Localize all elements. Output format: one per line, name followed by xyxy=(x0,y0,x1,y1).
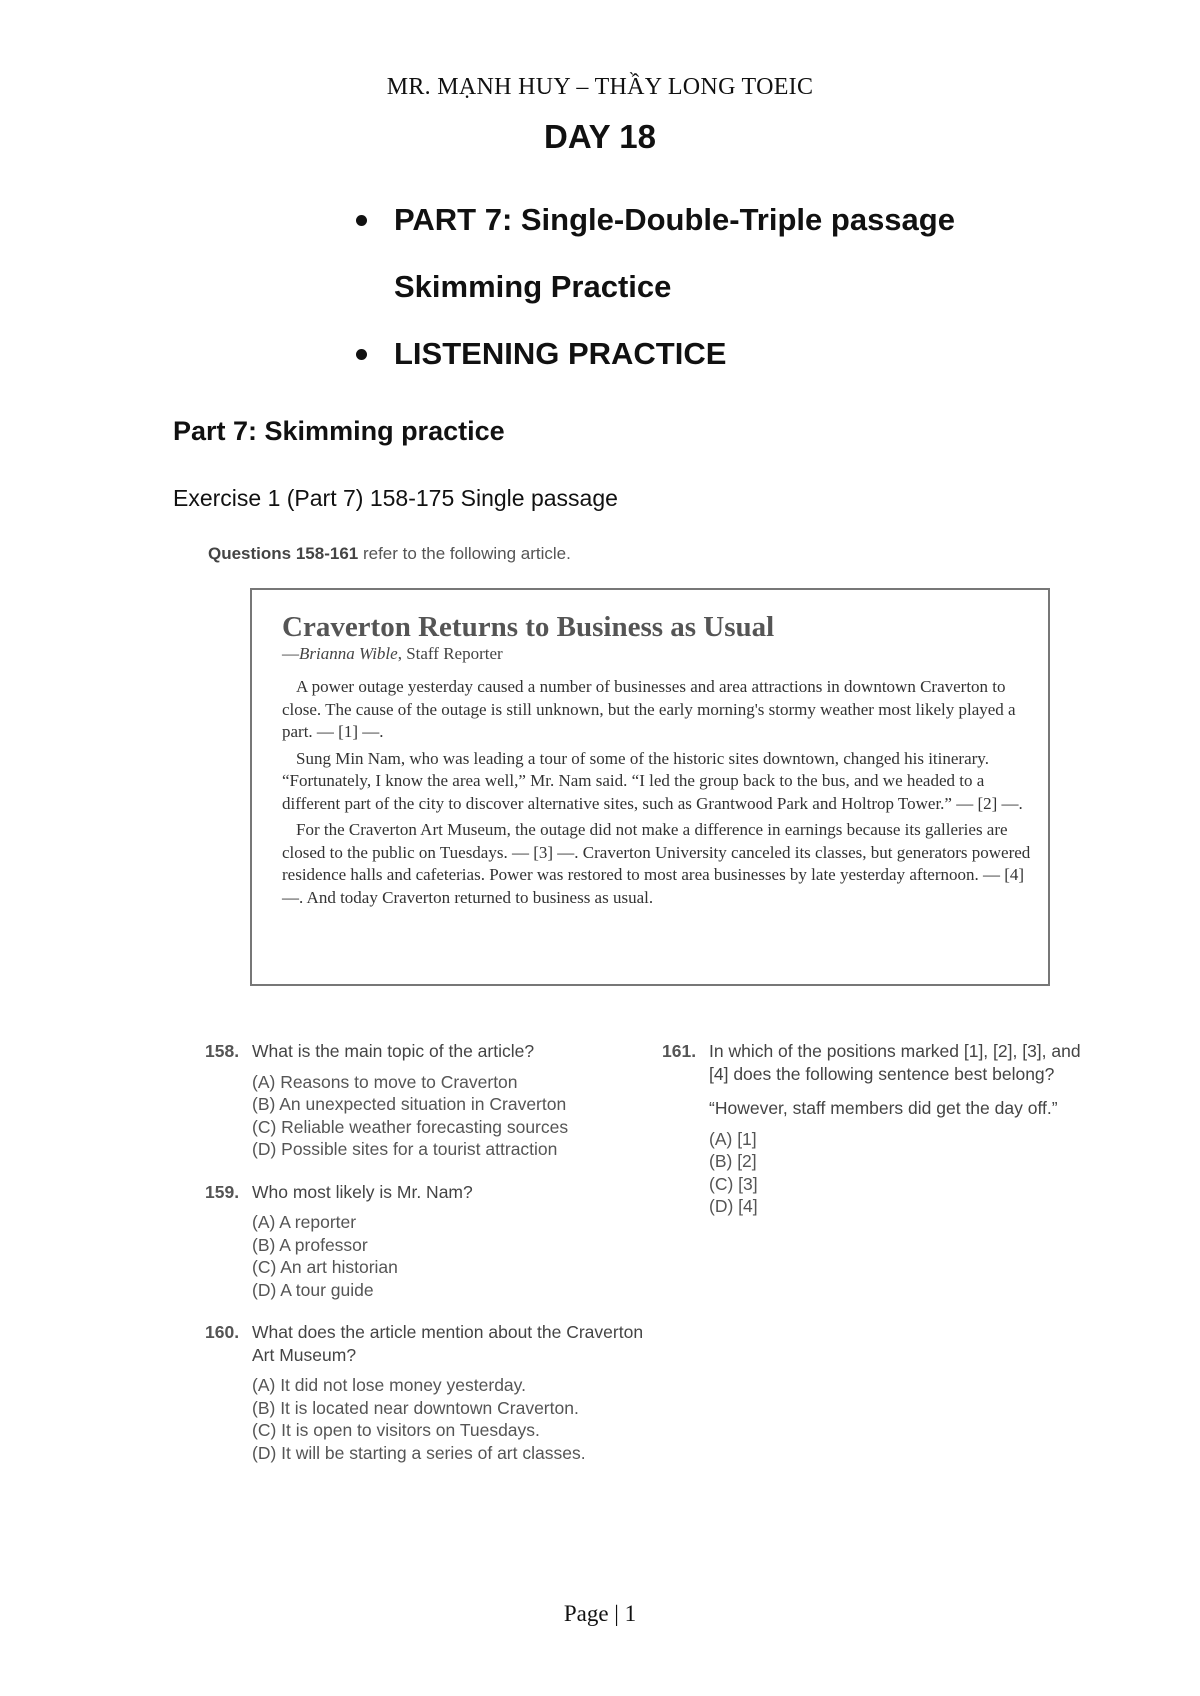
topic-item xyxy=(356,320,955,387)
questions-right-column xyxy=(662,1040,1082,1238)
question-number: 161. xyxy=(662,1041,697,1061)
topic-text: PART 7: Single-Double-Triple passage xyxy=(394,202,955,237)
answer-option[interactable]: (C) [3] xyxy=(709,1173,758,1194)
article-author: Brianna Wible xyxy=(299,644,398,663)
insert-sentence-quote: “However, staff members did get the day off.” xyxy=(709,1098,1058,1118)
question-number: 158. xyxy=(205,1041,240,1061)
article-box xyxy=(250,588,1050,986)
questions-intro-text: refer to the following article. xyxy=(358,544,571,563)
questions-left-column xyxy=(205,1040,645,1484)
question-159 xyxy=(205,1181,645,1302)
exercise-title: Exercise 1 (Part 7) 158-175 Single passage xyxy=(173,485,618,511)
answer-option[interactable]: (C) An art historian xyxy=(252,1257,398,1277)
questions-intro xyxy=(208,544,571,564)
question-text: What does the article mention about the Craverton Art Museum? xyxy=(252,1322,644,1365)
answer-option[interactable]: (A) A reporter xyxy=(252,1212,357,1232)
article-title: Craverton Returns to Business as Usual xyxy=(282,611,775,643)
article-paragraph: For the Craverton Art Museum, the outage did not make a difference in earnings because its galleries are closed to the public on Tuesdays. — [3] —. Craverton University canceled its classes, but generators powered residence halls and cafeterias. Power was restored to most area businesses by late yesterday afternoon. — [4] —. And today Craverton returned to business as usual. xyxy=(282,820,1031,907)
question-stem xyxy=(205,1040,645,1063)
answer-option[interactable]: (B) It is located near downtown Craverton. xyxy=(252,1397,579,1418)
answer-option[interactable]: (C) Reliable weather forecasting sources xyxy=(252,1116,569,1137)
article-paragraph: A power outage yesterday caused a number of businesses and area attractions in downtown Craverton to close. The cause of the outage is still unknown, but the early morning's stormy weather most likely played a part. — [1] —. xyxy=(282,677,1016,741)
topic-text-continued: Skimming Practice xyxy=(394,269,672,304)
answer-option[interactable]: (D) Possible sites for a tourist attraction xyxy=(252,1139,558,1159)
bullet-dot-icon xyxy=(356,215,367,226)
answer-options xyxy=(205,1211,645,1301)
topic-text: LISTENING PRACTICE xyxy=(394,336,727,371)
question-161 xyxy=(662,1040,1082,1218)
answer-option[interactable]: (D) A tour guide xyxy=(252,1279,374,1300)
day-title: DAY 18 xyxy=(544,118,656,155)
question-stem xyxy=(662,1040,1082,1085)
questions-range: Questions 158-161 xyxy=(208,544,359,563)
answer-options xyxy=(205,1374,645,1464)
question-text: What is the main topic of the article? xyxy=(252,1041,535,1061)
answer-options xyxy=(662,1128,1082,1218)
question-160 xyxy=(205,1321,645,1464)
article-paragraph: Sung Min Nam, who was leading a tour of some of the historic sites downtown, changed his itinerary. “Fortunately, I know the area well,” Mr. Nam said. “I led the group back to the bus, and we headed to a different part of the city to discover alternative sites, such as Grantwood Park and Holtrop Tower.” — [2] —. xyxy=(282,748,1023,813)
topic-item xyxy=(356,186,955,320)
answer-option[interactable]: (B) A professor xyxy=(252,1234,368,1255)
question-number: 159. xyxy=(205,1181,240,1202)
page-number: Page | 1 xyxy=(563,1601,637,1626)
question-number: 160. xyxy=(205,1322,240,1342)
answer-option[interactable]: (B) An unexpected situation in Craverton xyxy=(252,1094,567,1114)
answer-option[interactable]: (A) [1] xyxy=(709,1128,757,1149)
answer-option[interactable]: (D) [4] xyxy=(709,1196,758,1216)
article-role: , Staff Reporter xyxy=(397,644,503,663)
question-stem xyxy=(205,1181,645,1204)
article-byline xyxy=(282,644,1034,664)
section-title: Part 7: Skimming practice xyxy=(173,416,505,446)
question-text: Who most likely is Mr. Nam? xyxy=(252,1181,473,1202)
answer-option[interactable]: (A) It did not lose money yesterday. xyxy=(252,1375,526,1395)
answer-options xyxy=(205,1071,645,1161)
answer-option[interactable]: (D) It will be starting a series of art classes. xyxy=(252,1442,586,1463)
document-header: MR. MẠNH HUY – THẦY LONG TOEIC xyxy=(386,74,814,100)
bullet-dot-icon xyxy=(356,349,367,360)
question-stem xyxy=(205,1321,645,1366)
question-text: In which of the positions marked [1], [2], [3], and [4] does the following sentence best belong? xyxy=(709,1041,1081,1084)
answer-option[interactable]: (C) It is open to visitors on Tuesdays. xyxy=(252,1420,540,1440)
byline-dash: — xyxy=(282,644,299,663)
topic-list xyxy=(356,186,955,387)
question-158 xyxy=(205,1040,645,1161)
answer-option[interactable]: (A) Reasons to move to Craverton xyxy=(252,1071,518,1092)
answer-option[interactable]: (B) [2] xyxy=(709,1151,757,1171)
